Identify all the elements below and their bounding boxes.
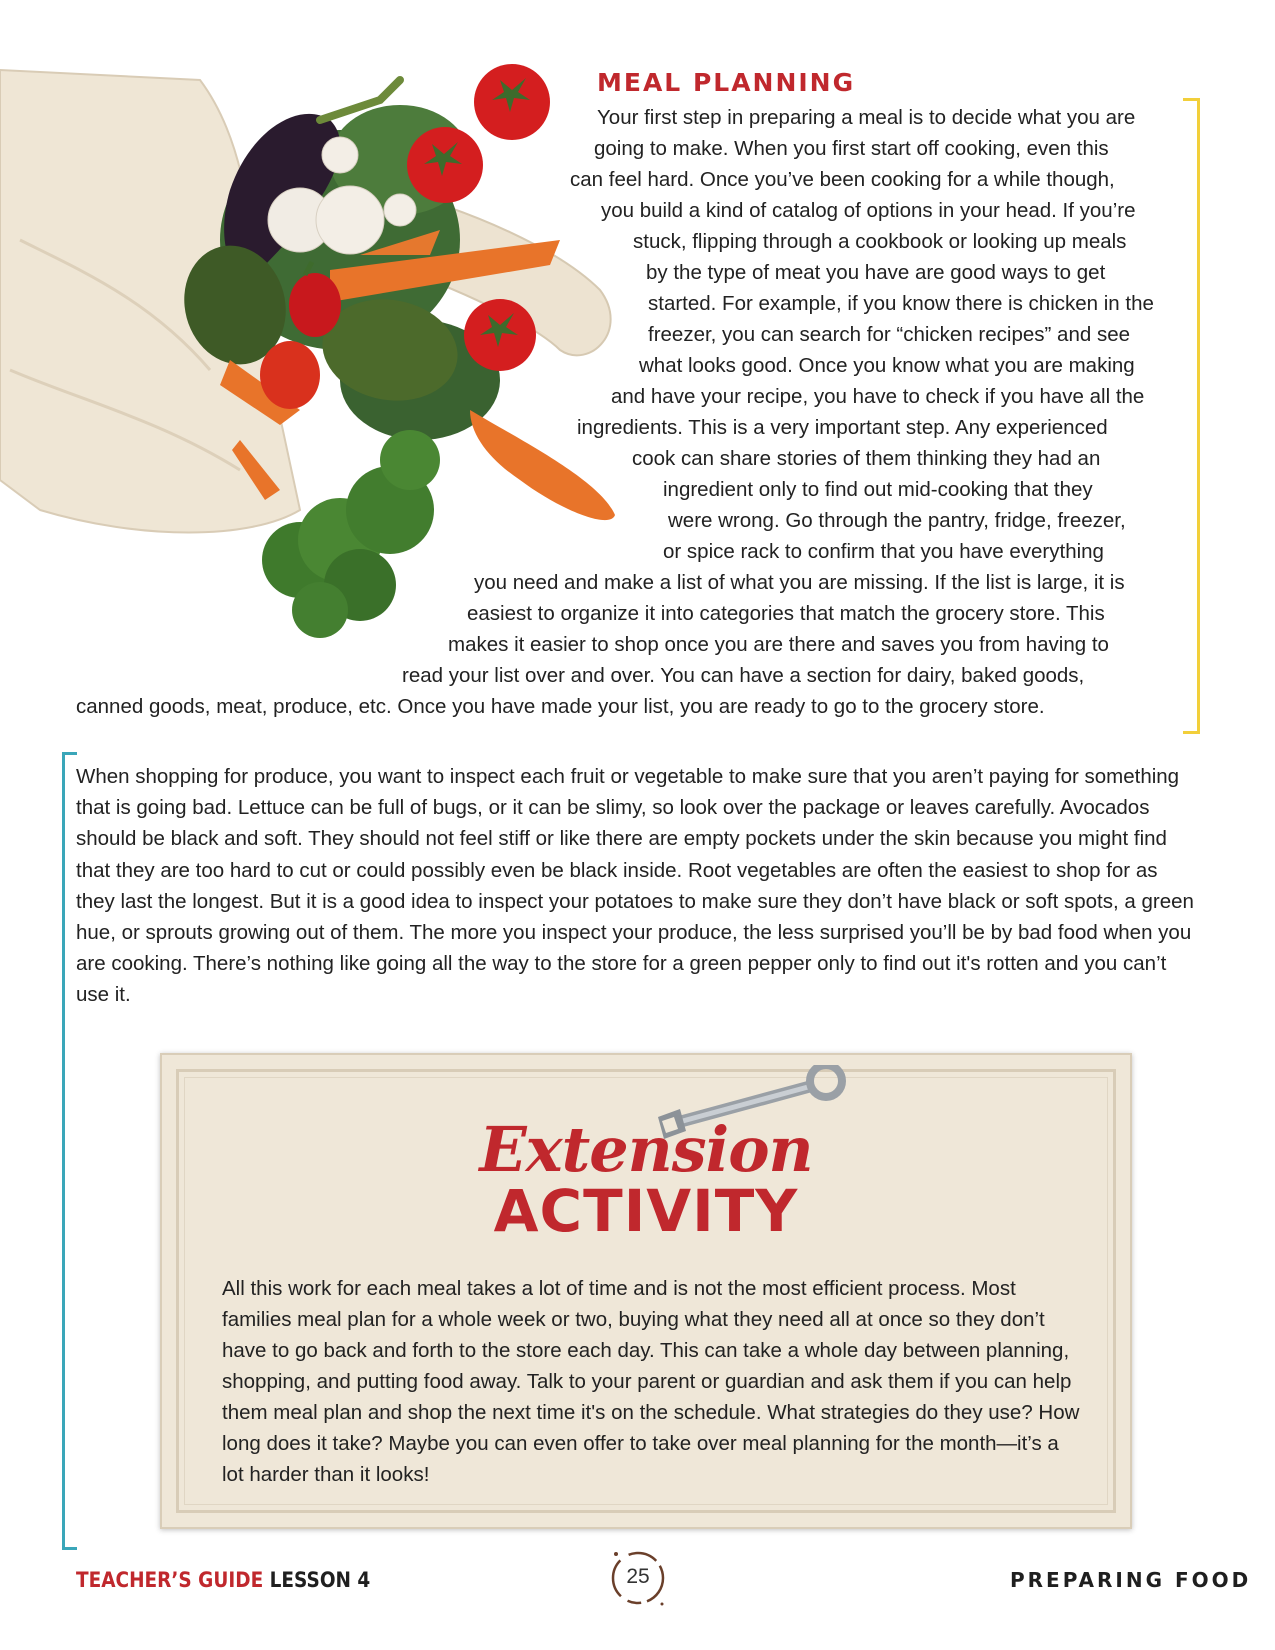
teachers-guide-label: TEACHER’S GUIDE (76, 1568, 264, 1592)
page-number: 25 (626, 1565, 650, 1588)
paragraph-line: were wrong. Go through the pantry, fridge, freezer, (668, 509, 1126, 532)
paragraph-line: canned goods, meat, produce, etc. Once you have made your list, you are ready to go to the grocery store. (76, 695, 1045, 718)
paragraph-line: what looks good. Once you know what you are making (639, 354, 1135, 377)
paragraph-line: or spice rack to confirm that you have everything (663, 540, 1104, 563)
paragraph-line: you need and make a list of what you are missing. If the list is large, it is (474, 571, 1125, 594)
extension-body: All this work for each meal takes a lot of time and is not the most efficient process. Most families meal plan for a whole week or two, buying what they need all at once so they don’t have to go back and forth to the store each day. This can take a whole day between planning, shopping, and putting food away. Talk to your parent or guardian and ask them if you can help them meal plan and shop the next time it's on the schedule. What strategies do they use? How long does it take? Maybe you can even offer to take over meal planning for the month—it’s a lot harder than it looks! (222, 1277, 1080, 1486)
section-bracket-blue (62, 752, 77, 1550)
paragraph-line: cook can share stories of them thinking they had an (632, 447, 1101, 470)
footer-guide-label (76, 1568, 370, 1592)
paragraph-line: you build a kind of catalog of options in your head. If you’re (601, 199, 1136, 222)
paragraph-line: stuck, flipping through a cookbook or looking up meals (633, 230, 1127, 253)
produce-paragraph: When shopping for produce, you want to inspect each fruit or vegetable to make sure that you aren’t paying for something that is going bad. Lettuce can be full of bugs, or it can be slimy, so look over the package or leaves carefully. Avocados should be black and soft. They should not feel stiff or like there are empty pockets under the skin because you might find that they are too hard to cut or could possibly even be black inside. Root vegetables are often the easiest to shop for as they last the longest. But it is a good idea to inspect your potatoes to make sure they don’t have black or soft spots, a green hue, or sprouts growing out of them. The more you inspect your produce, the less surprised you’ll be by bad food when you are cooking. There’s nothing like going all the way to the store for a green pepper only to find out it's rotten and you can’t use it. (76, 765, 1194, 1007)
paragraph-line: by the type of meat you have are good ways to get (646, 261, 1106, 284)
section-title: MEAL PLANNING (597, 68, 856, 97)
chapter-title: PREPARING FOOD (1010, 1568, 1252, 1592)
paragraph-line: makes it easier to shop once you are there and saves you from having to (448, 633, 1109, 656)
paragraph-line: easiest to organize it into categories that match the grocery store. This (467, 602, 1105, 625)
paragraph-line: going to make. When you first start off cooking, even this (594, 137, 1109, 160)
section-bracket-yellow (1183, 98, 1200, 734)
extension-title-block: ACTIVITY (493, 1177, 799, 1245)
extension-activity-card (160, 1053, 1132, 1529)
paragraph-line: read your list over and over. You can have a section for dairy, baked goods, (402, 664, 1085, 687)
page-number-badge (606, 1546, 670, 1610)
paragraph-line: started. For example, if you know there is chicken in the (648, 292, 1154, 315)
paragraph-line: ingredients. This is a very important step. Any experienced (577, 416, 1108, 439)
paragraph-line: freezer, you can search for “chicken recipes” and see (648, 323, 1130, 346)
paragraph-line: ingredient only to find out mid-cooking that they (663, 478, 1093, 501)
paragraph-line: can feel hard. Once you’ve been cooking for a while though, (570, 168, 1115, 191)
lesson-label: LESSON 4 (269, 1568, 371, 1592)
paragraph-line: and have your recipe, you have to check if you have all the (611, 385, 1145, 408)
paragraph-line: Your first step in preparing a meal is to decide what you are (597, 106, 1136, 129)
extension-title-script: Extension (479, 1113, 813, 1186)
